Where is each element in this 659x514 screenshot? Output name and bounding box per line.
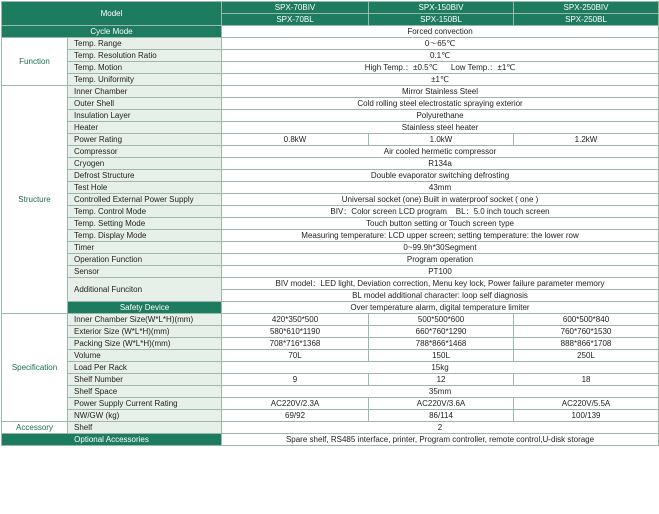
ext-power-label: Controlled External Power Supply [68,194,222,206]
shelf-number-label: Shelf Number [68,374,222,386]
ext-power-value: Universal socket (one) Built in waterproof socket ( one ) [222,194,659,206]
cycle-mode-value: Forced convection [222,26,659,38]
packing-size-250: 888*866*1708 [514,338,659,350]
shelf-value: 2 [222,422,659,434]
compressor-value: Air cooled hermetic compressor [222,146,659,158]
power-supply-label: Power Supply Current Rating [68,398,222,410]
optional-value: Spare shelf, RS485 interface, printer, Program controller, remote control,U-disk storage [222,434,659,446]
inner-chamber-label: Inner Chamber [68,86,222,98]
packing-size-150: 788*866*1468 [369,338,514,350]
model-spx70bl: SPX-70BL [222,14,369,26]
setting-mode-label: Temp. Setting Mode [68,218,222,230]
volume-label: Volume [68,350,222,362]
inner-size-250: 600*500*840 [514,314,659,326]
operation-label: Operation Function [68,254,222,266]
test-hole-value: 43mm [222,182,659,194]
spec-table [1,1,659,446]
power-rating-70: 0.8kW [222,134,369,146]
model-spx250biv: SPX-250BIV [514,2,659,14]
timer-label: Timer [68,242,222,254]
shelf-space-label: Shelf Space [68,386,222,398]
packing-size-70: 708*716*1368 [222,338,369,350]
shelf-space-value: 35mm [222,386,659,398]
temp-resolution-value: 0.1℃ [222,50,659,62]
model-spx150bl: SPX-150BL [369,14,514,26]
structure-category: Structure [2,86,68,314]
exterior-size-70: 580*610*1190 [222,326,369,338]
heater-label: Heater [68,122,222,134]
model-spx150biv: SPX-150BIV [369,2,514,14]
function-category: Function [2,38,68,86]
exterior-size-150: 660*760*1290 [369,326,514,338]
temp-range-value: 0～65℃ [222,38,659,50]
weight-70: 69/92 [222,410,369,422]
additional-label: Additional Funciton [68,278,222,302]
compressor-label: Compressor [68,146,222,158]
heater-value: Stainless steel heater [222,122,659,134]
temp-motion-label: Temp. Motion [68,62,222,74]
exterior-size-label: Exterior Size (W*L*H)(mm) [68,326,222,338]
load-label: Load Per Rack [68,362,222,374]
temp-range-label: Temp. Range [68,38,222,50]
safety-label: Safety Device [68,302,222,314]
insulation-value: Polyurethane [222,110,659,122]
volume-250: 250L [514,350,659,362]
inner-chamber-value: Mirror Stainless Steel [222,86,659,98]
shelf-number-70: 9 [222,374,369,386]
power-supply-250: AC220V/5.5A [514,398,659,410]
temp-resolution-label: Temp. Resolution Ratio [68,50,222,62]
inner-size-label: Inner Chamber Size(W*L*H)(mm) [68,314,222,326]
defrost-value: Double evaporator switching defrosting [222,170,659,182]
power-supply-150: AC220V/3.6A [369,398,514,410]
optional-label: Optional Accessories [2,434,222,446]
model-spx70biv: SPX-70BIV [222,2,369,14]
weight-150: 86/114 [369,410,514,422]
weight-label: NW/GW (kg) [68,410,222,422]
test-hole-label: Test Hole [68,182,222,194]
temp-uniformity-value: ±1℃ [222,74,659,86]
model-header: Model [2,2,222,26]
weight-250: 100/139 [514,410,659,422]
cryogen-label: Cryogen [68,158,222,170]
control-mode-value: BIV：Color screen LCD program BL：5.0 inch touch screen [222,206,659,218]
operation-value: Program operation [222,254,659,266]
specification-category: Specification [2,314,68,422]
display-mode-label: Temp. Display Mode [68,230,222,242]
cycle-mode-label: Cycle Mode [2,26,222,38]
display-mode-value: Measuring temperature: LCD upper screen; setting temperature: the lower row [222,230,659,242]
temp-uniformity-label: Temp. Uniformity [68,74,222,86]
outer-shell-label: Outer Shell [68,98,222,110]
power-rating-150: 1.0kW [369,134,514,146]
model-spx250bl: SPX-250BL [514,14,659,26]
volume-150: 150L [369,350,514,362]
cryogen-value: R134a [222,158,659,170]
control-mode-label: Temp. Control Mode [68,206,222,218]
packing-size-label: Packing Size (W*L*H)(mm) [68,338,222,350]
insulation-label: Insulation Layer [68,110,222,122]
load-value: 15kg [222,362,659,374]
setting-mode-value: Touch button setting or Touch screen type [222,218,659,230]
sensor-value: PT100 [222,266,659,278]
additional-value-biv: BIV model：LED light, Deviation correction, Menu key lock, Power failure parameter memory [222,278,659,290]
inner-size-70: 420*350*500 [222,314,369,326]
power-supply-70: AC220V/2.3A [222,398,369,410]
shelf-number-150: 12 [369,374,514,386]
shelf-number-250: 18 [514,374,659,386]
temp-motion-value: High Temp.：±0.5℃ Low Temp.：±1℃ [222,62,659,74]
safety-value: Over temperature alarm, digital temperature limiter [222,302,659,314]
timer-value: 0~99.9h*30Segment [222,242,659,254]
accessory-category: Accessory [2,422,68,434]
outer-shell-value: Cold rolling steel electrostatic spraying exterior [222,98,659,110]
power-rating-label: Power Rating [68,134,222,146]
power-rating-250: 1.2kW [514,134,659,146]
sensor-label: Sensor [68,266,222,278]
shelf-label: Shelf [68,422,222,434]
volume-70: 70L [222,350,369,362]
inner-size-150: 500*500*600 [369,314,514,326]
additional-value-bl: BL model additional character: loop self diagnosis [222,290,659,302]
defrost-label: Defrost Structure [68,170,222,182]
exterior-size-250: 760*760*1530 [514,326,659,338]
